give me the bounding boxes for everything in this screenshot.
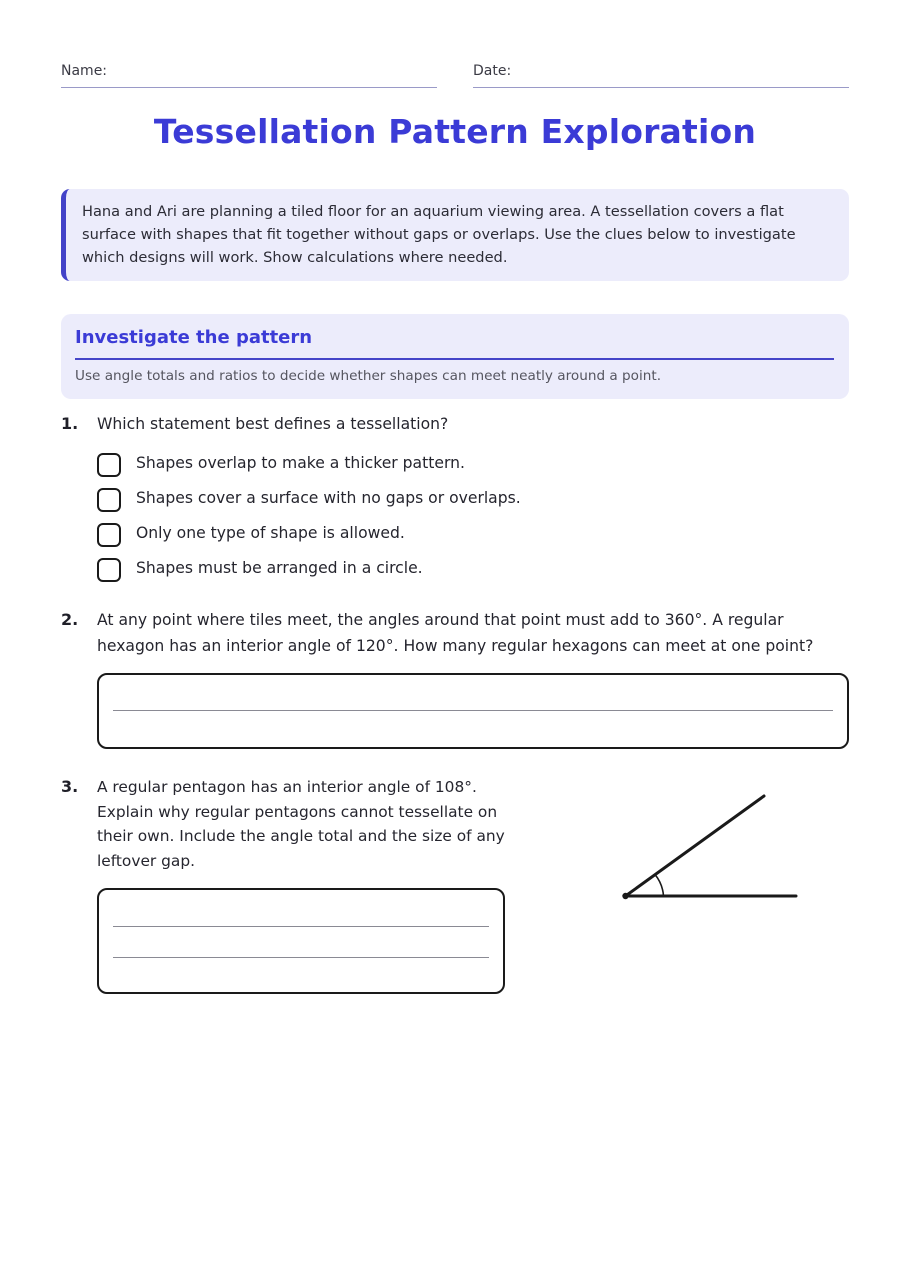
angle-vertex [622,893,628,899]
section-header [61,314,849,399]
date-field[interactable] [473,60,849,88]
checkbox[interactable] [97,453,121,477]
option-a[interactable] [97,453,697,481]
option-label: Shapes must be arranged in a circle. [136,559,423,577]
question-text: Which statement best defines a tessellation? [97,415,449,433]
answer-line [113,957,489,958]
answer-line [113,710,833,711]
date-label: Date: [473,63,512,79]
worksheet-title: Tessellation Pattern Exploration [153,112,757,151]
question-number: 1. [61,414,79,433]
option-label: Shapes overlap to make a thicker pattern. [136,454,465,472]
answer-box[interactable] [97,888,505,994]
answer-line [113,926,489,927]
section-title: Investigate the pattern [75,326,834,360]
checkbox[interactable] [97,523,121,547]
name-field[interactable] [61,60,437,88]
answer-box[interactable] [97,673,849,749]
section-subtitle: Use angle totals and ratios to decide whether shapes can meet neatly around a point. [75,368,662,384]
angle-upper-ray [626,796,765,896]
question-number: 2. [61,610,79,629]
intro-text: Hana and Ari are planning a tiled floor for an aquarium viewing area. A tessellation covers a flat surface with shapes that fit together without gaps or overlaps. Use the clues below to investigate which designs will work. Show calculations where needed. [82,203,796,266]
angle-diagram [618,788,798,904]
checkbox[interactable] [97,488,121,512]
option-b[interactable] [97,488,697,516]
name-label: Name: [61,63,108,79]
question-text: At any point where tiles meet, the angles around that point must add to 360°. A regular hexagon has an interior angle of 120°. How many regular hexagons can meet at one point? [97,611,814,655]
checkbox[interactable] [97,558,121,582]
intro-panel [61,189,849,281]
question-text: A regular pentagon has an interior angle of 108°. Explain why regular pentagons cannot tessellate on their own. Include the angle total and the size of any leftover gap. [97,778,505,870]
angle-arc [655,875,664,897]
header-fields [61,60,849,88]
option-d[interactable] [97,558,697,586]
option-label: Shapes cover a surface with no gaps or overlaps. [136,489,521,507]
option-label: Only one type of shape is allowed. [136,524,405,542]
question-number: 3. [61,777,79,796]
option-c[interactable] [97,523,697,551]
